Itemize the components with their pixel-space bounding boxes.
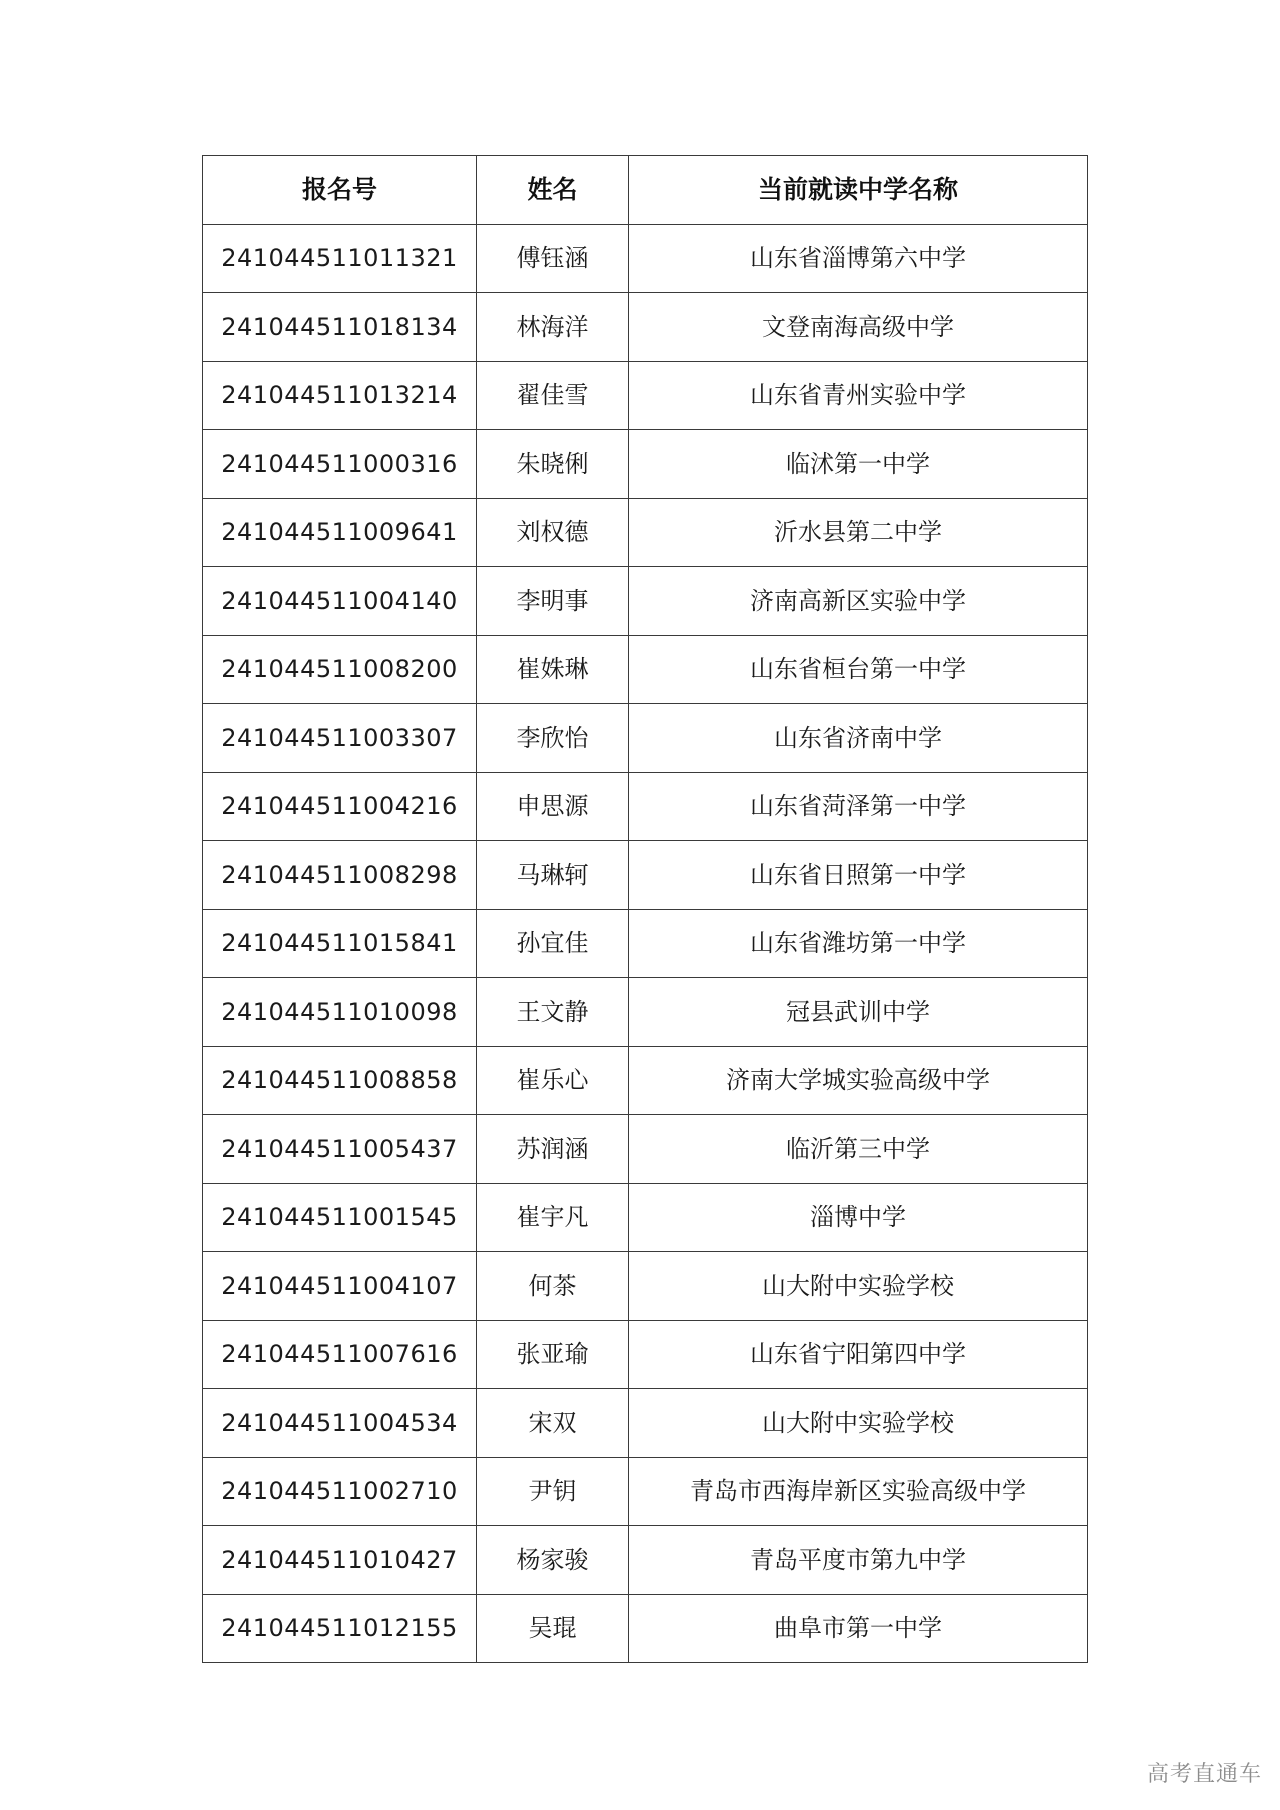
table-row xyxy=(203,567,1088,636)
school-cell: 冠县武训中学 xyxy=(629,978,1088,1047)
table-row xyxy=(203,1183,1088,1252)
table-row xyxy=(203,293,1088,362)
school-cell: 山东省桓台第一中学 xyxy=(629,635,1088,704)
table-row xyxy=(203,1115,1088,1184)
school-cell: 山大附中实验学校 xyxy=(629,1252,1088,1321)
table-row xyxy=(203,1046,1088,1115)
school-cell: 山东省菏泽第一中学 xyxy=(629,772,1088,841)
table-row xyxy=(203,1594,1088,1663)
school-cell: 山东省淄博第六中学 xyxy=(629,224,1088,293)
school-cell: 山东省青州实验中学 xyxy=(629,361,1088,430)
name-cell: 傅钰涵 xyxy=(477,224,629,293)
school-cell: 山东省宁阳第四中学 xyxy=(629,1320,1088,1389)
registration-number-cell: 241044511003307 xyxy=(203,704,477,773)
name-cell: 王文静 xyxy=(477,978,629,1047)
registration-number-cell: 241044511002710 xyxy=(203,1457,477,1526)
registration-number-cell: 241044511008298 xyxy=(203,841,477,910)
registration-number-cell: 241044511004216 xyxy=(203,772,477,841)
name-cell: 李明事 xyxy=(477,567,629,636)
registration-number-cell: 241044511010427 xyxy=(203,1526,477,1595)
registration-number-cell: 241044511012155 xyxy=(203,1594,477,1663)
school-cell: 淄博中学 xyxy=(629,1183,1088,1252)
name-cell: 崔乐心 xyxy=(477,1046,629,1115)
registration-number-cell: 241044511008858 xyxy=(203,1046,477,1115)
name-cell: 李欣怡 xyxy=(477,704,629,773)
registration-number-cell: 241044511009641 xyxy=(203,498,477,567)
registration-number-cell: 241044511007616 xyxy=(203,1320,477,1389)
table-row xyxy=(203,1320,1088,1389)
school-cell: 临沭第一中学 xyxy=(629,430,1088,499)
registration-number-cell: 241044511005437 xyxy=(203,1115,477,1184)
school-cell: 山东省潍坊第一中学 xyxy=(629,909,1088,978)
name-cell: 何茶 xyxy=(477,1252,629,1321)
registration-number-cell: 241044511001545 xyxy=(203,1183,477,1252)
registration-number-cell: 241044511004140 xyxy=(203,567,477,636)
school-cell: 青岛平度市第九中学 xyxy=(629,1526,1088,1595)
school-cell: 文登南海高级中学 xyxy=(629,293,1088,362)
school-cell: 临沂第三中学 xyxy=(629,1115,1088,1184)
column-header-school: 当前就读中学名称 xyxy=(629,156,1088,225)
table-body xyxy=(203,224,1088,1663)
table-row xyxy=(203,430,1088,499)
name-cell: 朱晓俐 xyxy=(477,430,629,499)
school-cell: 沂水县第二中学 xyxy=(629,498,1088,567)
table-row xyxy=(203,635,1088,704)
registration-number-cell: 241044511013214 xyxy=(203,361,477,430)
name-cell: 尹钥 xyxy=(477,1457,629,1526)
name-cell: 孙宜佳 xyxy=(477,909,629,978)
school-cell: 山东省济南中学 xyxy=(629,704,1088,773)
school-cell: 山大附中实验学校 xyxy=(629,1389,1088,1458)
name-cell: 崔宇凡 xyxy=(477,1183,629,1252)
table-row xyxy=(203,361,1088,430)
name-cell: 苏润涵 xyxy=(477,1115,629,1184)
table-row xyxy=(203,841,1088,910)
name-cell: 杨家骏 xyxy=(477,1526,629,1595)
name-cell: 刘权德 xyxy=(477,498,629,567)
table-row xyxy=(203,1252,1088,1321)
table-row xyxy=(203,224,1088,293)
name-cell: 崔姝琳 xyxy=(477,635,629,704)
registration-number-cell: 241044511015841 xyxy=(203,909,477,978)
table-row xyxy=(203,1389,1088,1458)
name-cell: 林海洋 xyxy=(477,293,629,362)
registration-number-cell: 241044511018134 xyxy=(203,293,477,362)
name-cell: 申思源 xyxy=(477,772,629,841)
school-cell: 青岛市西海岸新区实验高级中学 xyxy=(629,1457,1088,1526)
table-header-row xyxy=(203,156,1088,225)
registration-number-cell: 241044511010098 xyxy=(203,978,477,1047)
name-cell: 翟佳雪 xyxy=(477,361,629,430)
column-header-name: 姓名 xyxy=(477,156,629,225)
name-cell: 宋双 xyxy=(477,1389,629,1458)
school-cell: 济南大学城实验高级中学 xyxy=(629,1046,1088,1115)
school-cell: 济南高新区实验中学 xyxy=(629,567,1088,636)
name-cell: 吴琨 xyxy=(477,1594,629,1663)
table-row xyxy=(203,1526,1088,1595)
name-cell: 张亚瑜 xyxy=(477,1320,629,1389)
student-roster-table xyxy=(202,155,1088,1663)
table-row xyxy=(203,978,1088,1047)
school-cell: 曲阜市第一中学 xyxy=(629,1594,1088,1663)
table-row xyxy=(203,498,1088,567)
registration-number-cell: 241044511004107 xyxy=(203,1252,477,1321)
school-cell: 山东省日照第一中学 xyxy=(629,841,1088,910)
table-row xyxy=(203,772,1088,841)
registration-number-cell: 241044511011321 xyxy=(203,224,477,293)
name-cell: 马琳轲 xyxy=(477,841,629,910)
registration-number-cell: 241044511000316 xyxy=(203,430,477,499)
table-row xyxy=(203,704,1088,773)
column-header-registration-number: 报名号 xyxy=(203,156,477,225)
registration-number-cell: 241044511008200 xyxy=(203,635,477,704)
table-row xyxy=(203,1457,1088,1526)
registration-number-cell: 241044511004534 xyxy=(203,1389,477,1458)
watermark-text: 高考直通车 xyxy=(1146,1762,1262,1787)
table-row xyxy=(203,909,1088,978)
